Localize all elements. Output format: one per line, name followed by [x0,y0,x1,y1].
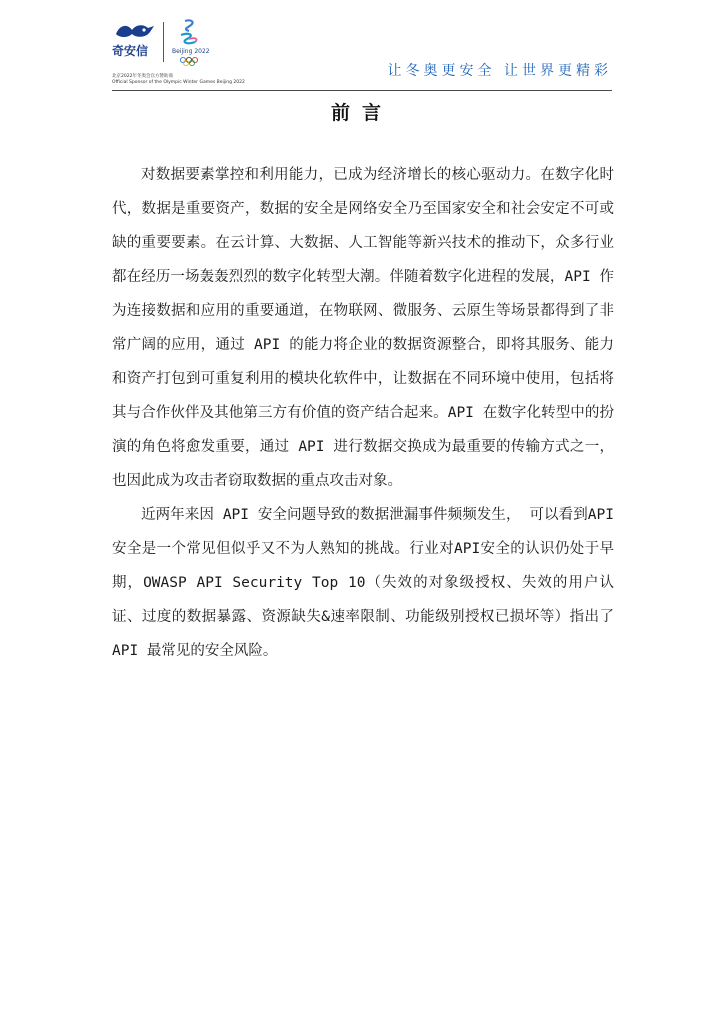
qianxin-emblem-icon [114,22,156,40]
paragraph-2: 近两年来因 API 安全问题导致的数据泄漏事件频频发生， 可以看到API安全是一个常见但似乎又不为人熟知的挑战。行业对API安全的认识仍处于早期，OWASP API Security Top 10（失效的对象级授权、失效的用户认证、过度的数据暴露、资源缺失&速率限制、功能级别授权已损坏等）指出了 API 最常见的安全风险。 [112,507,614,659]
beijing-2022-logo [169,18,215,68]
header-slogan: 让冬奥更安全 让世界更精彩 [387,63,612,79]
logo-divider [163,22,164,62]
page-title: 前言 [330,102,393,124]
qianxin-logo [112,18,160,62]
qianxin-logo-text: 奇安信 [112,44,149,58]
paragraph-1: 对数据要素掌控和利用能力，已成为经济增长的核心驱动力。在数字化时代，数据是重要资产，数据的安全是网络安全乃至国家安全和社会安定不可或缺的重要要素。在云计算、大数据、人工智能等新兴技术的推动下，众多行业都在经历一场轰轰烈烈的数字化转型大潮。伴随着数字化进程的发展，API 作为连接数据和应用的重要通道，在物联网、微服务、云原生等场景都得到了非常广阔的应用，通过 API 的能力将企业的数据资源整合，即将其服务、能力和资产打包到可重复利用的模块化软件中，让数据在不同环境中使用，包括将其与合作伙伴及其他第三方有价值的资产结合起来。API 在数字化转型中的扮演的角色将愈发重要，通过 API 进行数据交换成为最重要的传输方式之一，也因此成为攻击者窃取数据的重点攻击对象。 [112,167,614,489]
beijing-2022-emblem-icon [169,18,215,68]
sponsor-statement [112,74,245,86]
body-text [112,158,614,668]
beijing-2022-wordmark: Beijing 2022 [172,48,210,55]
header-divider [112,90,612,91]
sponsor-statement-cn: 北京2022年冬奥会官方赞助商 [112,74,173,79]
page-header [112,18,612,94]
sponsor-statement-en: Official Sponsor of the Olympic Winter Games Beijing 2022 [112,80,245,85]
